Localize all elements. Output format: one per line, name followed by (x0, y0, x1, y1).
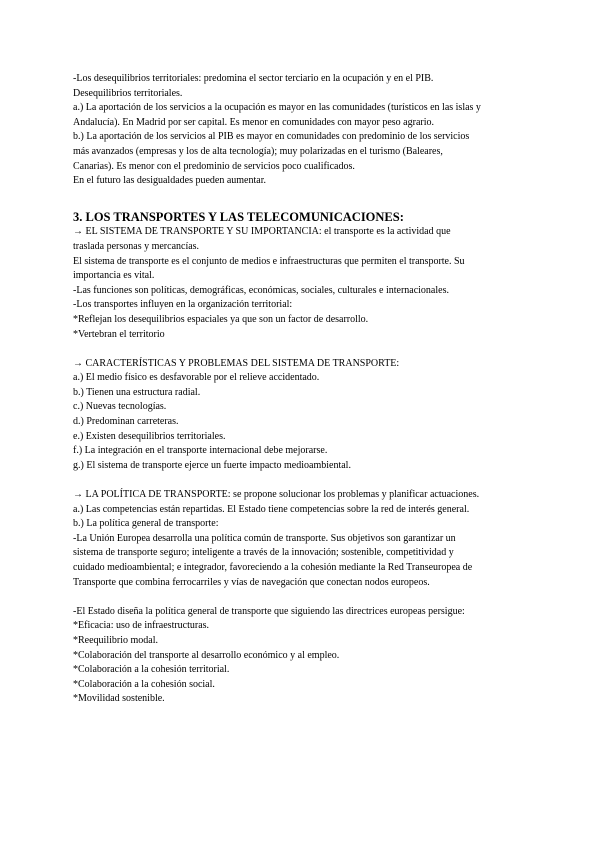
text-line: *Vertebran el territorio (73, 328, 165, 340)
list-item: c.) Nuevas tecnologías. (73, 401, 167, 413)
subsection-title: → CARACTERÍSTICAS Y PROBLEMAS DEL SISTEMA DE TRANSPORTE: (73, 357, 400, 369)
text-line: -El Estado diseña la política general de transporte que siguiendo las directrices europeas persigue: (73, 605, 465, 617)
list-item: a.) El medio físico es desfavorable por el relieve accidentado. (73, 372, 320, 384)
text-line: a.) La aportación de los servicios a la ocupación es mayor en las comunidades (turísticos en las islas y (73, 102, 481, 114)
caracteristicas-block (73, 357, 535, 474)
text-line: Andalucía). En Madrid por ser capital. Es menor en comunidades con mayor peso agrario. (73, 116, 434, 128)
spacer (73, 342, 535, 357)
text-line: más avanzados (empresas y los de alta tecnología); muy polarizadas en el turismo (Baleares, (73, 145, 443, 157)
directrices-block (73, 605, 535, 707)
spacer (73, 473, 535, 488)
text-line: -La Unión Europea desarrolla una política común de transporte. Sus objetivos son garantizar un (73, 532, 456, 544)
text-line: En el futuro las desigualdades pueden aumentar. (73, 175, 266, 187)
text-line: Transporte que combina ferrocarriles y vías de navegación que conectan nodos europeos. (73, 576, 430, 588)
text-line: -Los transportes influyen en la organización territorial: (73, 299, 293, 311)
list-item: *Movilidad sostenible. (73, 693, 165, 705)
text-line: a.) Las competencias están repartidas. El Estado tiene competencias sobre la red de interés general. (73, 503, 470, 515)
text-line: traslada personas y mercancías. (73, 240, 200, 252)
section-heading: 3. LOS TRANSPORTES Y LAS TELECOMUNICACIONES: (73, 210, 404, 225)
list-item: e.) Existen desequilibrios territoriales. (73, 430, 226, 442)
text-line: *Reflejan los desequilibrios espaciales ya que son un factor de desarrollo. (73, 313, 369, 325)
spacer (73, 590, 535, 605)
text-line: Canarias). Es menor con el predominio de servicios poco cualificados. (73, 160, 355, 172)
text-line: importancia es vital. (73, 270, 155, 282)
text-line: sistema de transporte seguro; inteligente a través de la innovación; sostenible, competitividad y (73, 547, 454, 559)
text-line: -Los desequilibrios territoriales: predomina el sector terciario en la ocupación y en el PIB. (73, 73, 434, 84)
list-item: g.) El sistema de transporte ejerce un fuerte impacto medioambiental. (73, 459, 351, 471)
list-item: b.) Tienen una estructura radial. (73, 386, 201, 398)
list-item: *Reequilibrio modal. (73, 634, 158, 646)
text-line: -Las funciones son políticas, demográficas, económicas, sociales, culturales e internacionales. (73, 284, 449, 296)
text-line: b.) La aportación de los servicios al PIB es mayor en comunidades con predominio de los servicios (73, 131, 470, 143)
text-line: Desequilibrios territoriales. (73, 87, 183, 99)
intro-block (73, 72, 535, 189)
list-item: *Colaboración a la cohesión social. (73, 678, 215, 690)
politica-block (73, 488, 535, 590)
subsection-title: → EL SISTEMA DE TRANSPORTE Y SU IMPORTANCIA: el transporte es la actividad que (73, 226, 451, 238)
list-item: *Eficacia: uso de infraestructuras. (73, 620, 210, 632)
subsection-title: → LA POLÍTICA DE TRANSPORTE: se propone solucionar los problemas y planificar actuaciones. (73, 489, 480, 501)
list-item: *Colaboración del transporte al desarrollo económico y al empleo. (73, 649, 340, 661)
importancia-block (73, 225, 535, 342)
list-item: d.) Predominan carreteras. (73, 416, 179, 428)
list-item: *Colaboración a la cohesión territorial. (73, 664, 230, 676)
spacer (73, 189, 535, 204)
text-line: cuidado medioambiental; e integrador, favoreciendo a la cohesión mediante la Red Transeuropea de (73, 562, 473, 573)
list-item: f.) La integración en el transporte internacional debe mejorarse. (73, 445, 328, 457)
document-page (73, 72, 535, 707)
text-line: b.) La política general de transporte: (73, 518, 219, 530)
text-line: El sistema de transporte es el conjunto de medios e infraestructuras que permiten el transporte. Su (73, 255, 465, 267)
